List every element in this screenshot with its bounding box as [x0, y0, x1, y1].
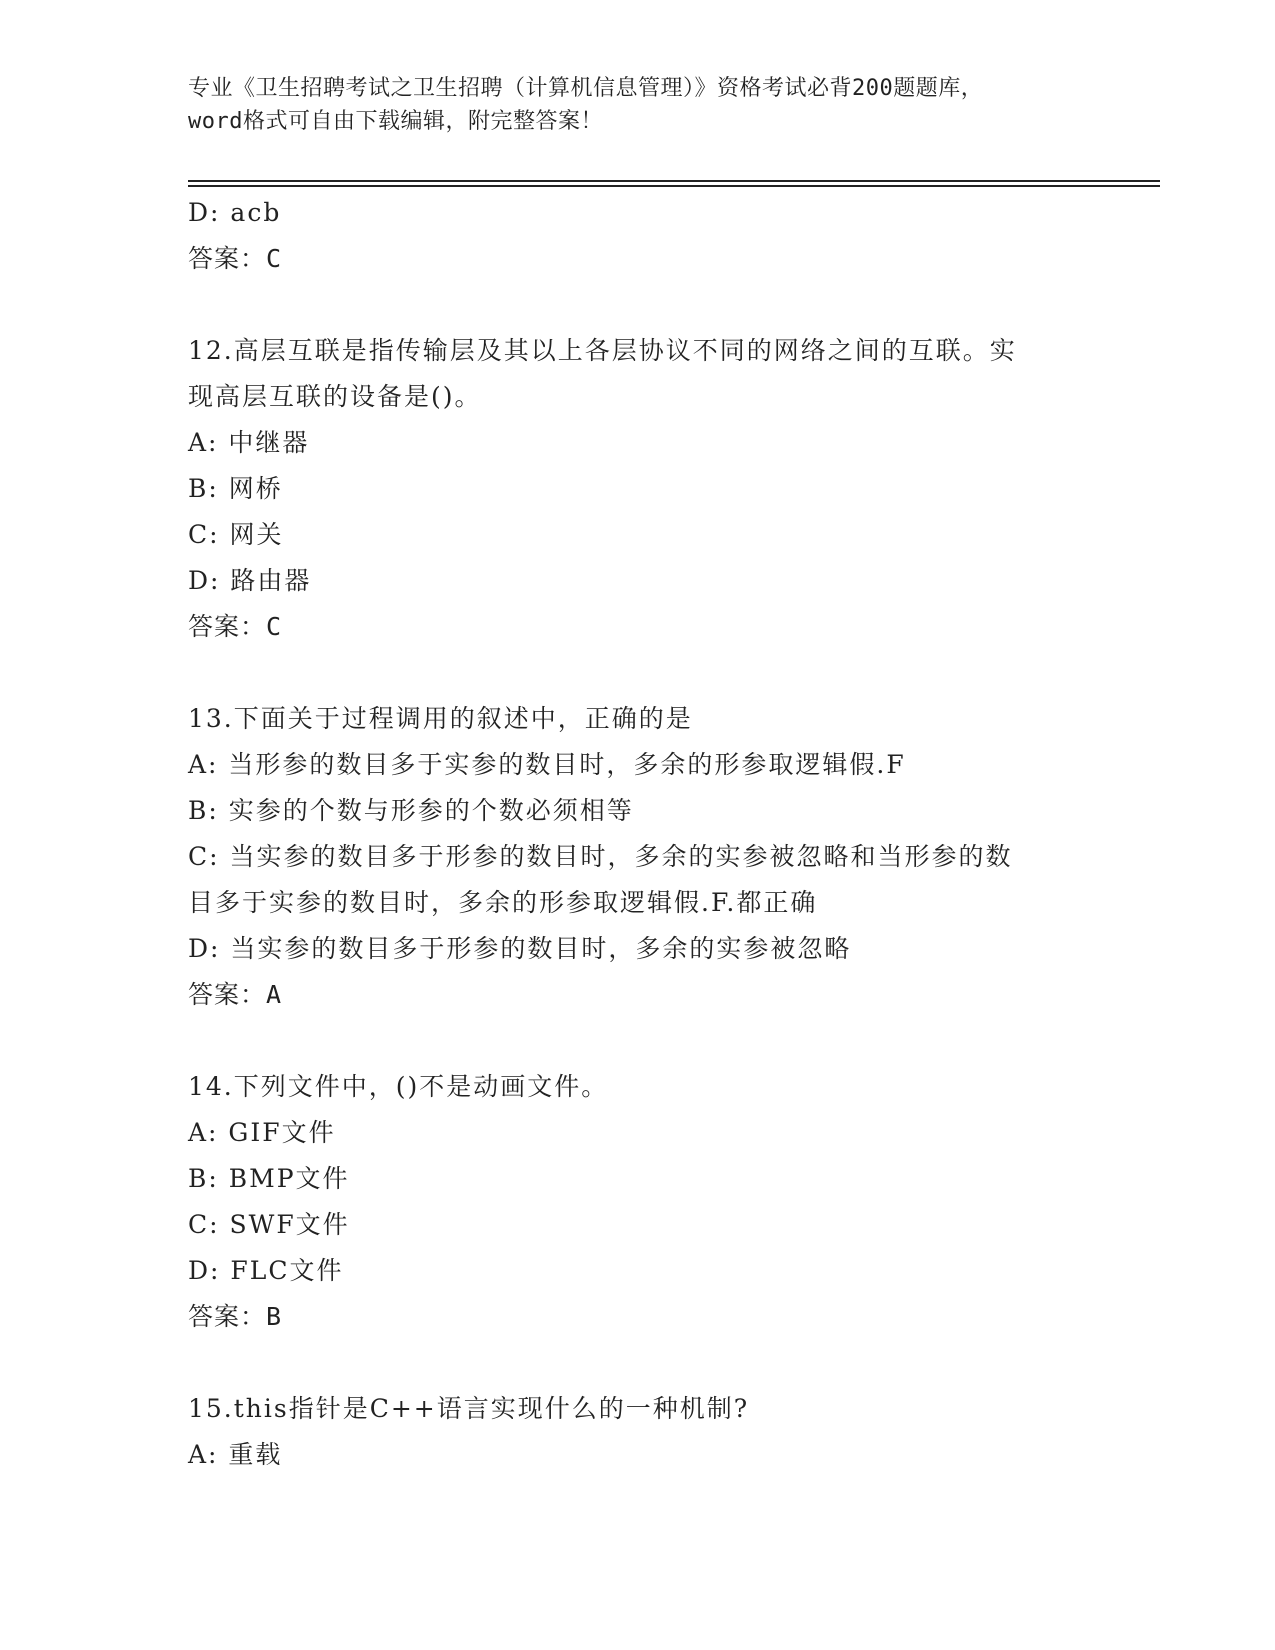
header-divider-top [188, 180, 1160, 182]
question-12 [188, 328, 1088, 650]
option-c: C: SWF文件 [188, 1210, 350, 1239]
question-stem: 12.高层互联是指传输层及其以上各层协议不同的网络之间的互联。实 [188, 336, 1017, 365]
option-b: B: 网桥 [188, 474, 283, 503]
option-d: D: 路由器 [188, 566, 312, 595]
option-d: D: FLC文件 [188, 1256, 344, 1285]
previous-question-tail [188, 190, 1088, 282]
spacer [188, 1018, 1088, 1064]
document-header [188, 72, 1088, 138]
spacer [188, 1340, 1088, 1386]
option-b: B: 实参的个数与形参的个数必须相等 [188, 796, 634, 825]
question-13 [188, 696, 1088, 1018]
header-title-line-2: word格式可自由下载编辑，附完整答案！ [188, 109, 603, 134]
option-a: A: GIF文件 [188, 1118, 336, 1147]
spacer [188, 282, 1088, 328]
option-b: B: BMP文件 [188, 1164, 350, 1193]
question-stem-continued: 现高层互联的设备是()。 [188, 382, 482, 411]
question-stem: 14.下列文件中，()不是动画文件。 [188, 1072, 609, 1101]
answer-line: 答案：C [188, 244, 283, 273]
header-divider-bottom [188, 185, 1160, 187]
option-c: C: 当实参的数目多于形参的数目时，多余的实参被忽略和当形参的数 [188, 842, 1013, 871]
option-c: C: 网关 [188, 520, 284, 549]
option-d: D: acb [188, 198, 282, 227]
option-a: A: 重载 [188, 1440, 283, 1469]
spacer [188, 650, 1088, 696]
answer-line: 答案：B [188, 1302, 283, 1331]
question-stem: 15.this指针是C++语言实现什么的一种机制? [188, 1394, 750, 1423]
option-a: A: 当形参的数目多于实参的数目时，多余的形参取逻辑假.F [188, 750, 906, 779]
answer-line: 答案：C [188, 612, 283, 641]
question-list [188, 190, 1088, 1478]
question-stem: 13.下面关于过程调用的叙述中，正确的是 [188, 704, 693, 733]
answer-line: 答案：A [188, 980, 283, 1009]
option-d: D: 当实参的数目多于形参的数目时，多余的实参被忽略 [188, 934, 852, 963]
question-15 [188, 1386, 1088, 1478]
header-title-line-1: 专业《卫生招聘考试之卫生招聘（计算机信息管理）》资格考试必背200题题库， [188, 76, 984, 101]
option-c-continued: 目多于实参的数目时，多余的形参取逻辑假.F.都正确 [188, 888, 818, 917]
question-14 [188, 1064, 1088, 1340]
option-a: A: 中继器 [188, 428, 310, 457]
